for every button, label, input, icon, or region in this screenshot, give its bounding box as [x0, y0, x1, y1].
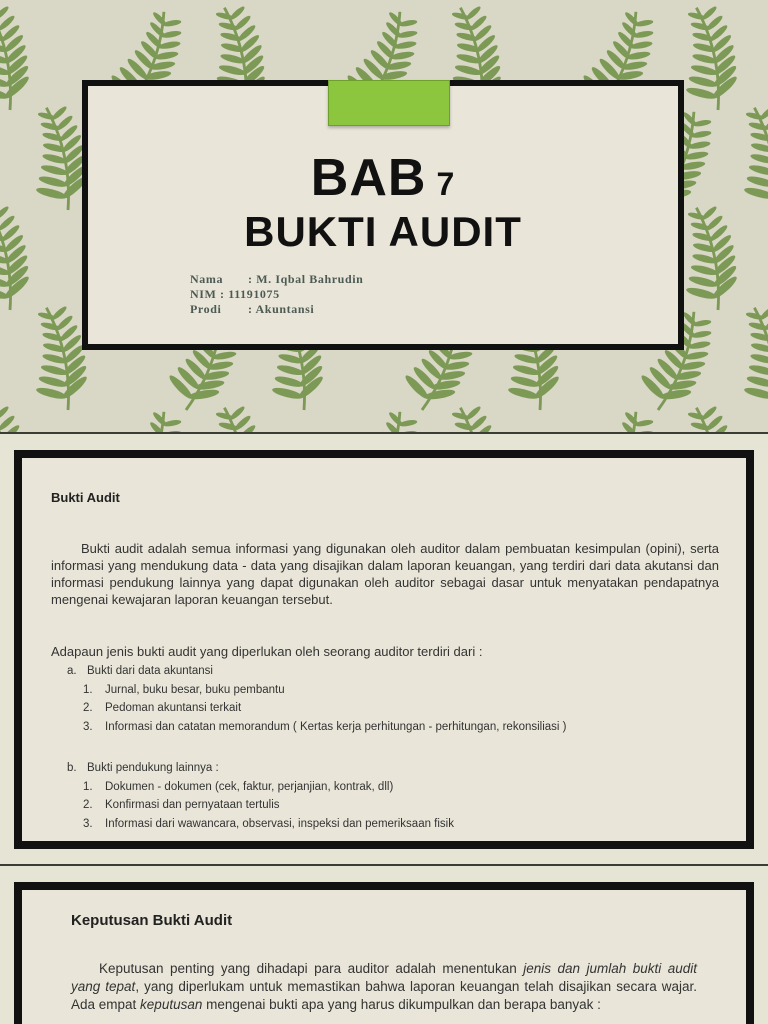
list-title: Bukti pendukung lainnya :: [87, 762, 219, 774]
list-letter: a.: [67, 665, 77, 677]
section-heading: Bukti Audit: [51, 490, 120, 505]
keputusan-slide: [0, 866, 768, 1024]
list-item: 3. Informasi dan catatan memorandum ( Kertas kerja perhitungan - perhitungan, rekonsiliasi ): [83, 720, 567, 733]
paragraph-text: , yang diperlukam untuk memastikan bahwa laporan keuangan telah disajikan secara wajar. Ada empat: [71, 979, 697, 1012]
list-group-a-title: [67, 662, 567, 681]
bukti-audit-slide: [0, 434, 768, 864]
nim-line: NIM : 11191075: [190, 287, 280, 301]
list-item: 2. Konfirmasi dan pernyataan tertulis: [83, 799, 280, 811]
green-accent-tab: [328, 80, 450, 126]
list-item-text: Jurnal, buku besar, buku pembantu: [105, 683, 285, 696]
list-item-text: Dokumen - dokumen (cek, faktur, perjanjian, kontrak, dll): [105, 780, 394, 793]
nim-row: [190, 287, 363, 302]
content-card: [14, 450, 754, 849]
name-row: [190, 272, 363, 287]
list-item-text: Informasi dan catatan memorandum ( Kertas kerja perhitungan - perhitungan, rekonsiliasi ): [105, 720, 567, 733]
list-item: 1. Jurnal, buku besar, buku pembantu: [83, 683, 285, 696]
prodi-value: : Akuntansi: [248, 302, 315, 316]
name-value: : M. Iqbal Bahrudin: [248, 272, 364, 286]
prodi-label: Prodi: [190, 302, 222, 316]
paragraph-emphasis: keputusan: [140, 997, 203, 1012]
chapter-title: [88, 148, 678, 208]
decision-paragraph: [71, 960, 697, 1014]
chapter-number: 7: [436, 166, 456, 202]
list-group-b-title: [67, 759, 454, 778]
name-label: Nama: [190, 272, 224, 286]
list-title: Bukti dari data akuntansi: [87, 665, 213, 677]
paragraph-text: mengenai bukti apa yang harus dikumpulkan dan berapa banyak :: [202, 997, 601, 1012]
list-letter: b.: [67, 762, 77, 774]
list-item-text: Informasi dari wawancara, observasi, inspeksi dan pemeriksaan fisik: [105, 817, 454, 830]
list-group-b: [67, 759, 454, 833]
definition-paragraph: Bukti audit adalah semua informasi yang digunakan oleh auditor dalam pembuatan kesimpulan (opini), serta informasi yang mendukung data - data yang disajikan dalam laporan keuangan, yang terdiri dari data akutansi dan informasi pendukung lainnya yang dapat digunakan oleh auditor sebagai dasar untuk menyatakan pendapatnya mengenai kewajaran laporan keuangan tersebut.: [51, 541, 719, 607]
paragraph-emphasis: jenis dan jumlah bukti audit yang tepat: [71, 961, 697, 994]
title-card: [82, 80, 684, 350]
title-slide: [0, 0, 768, 432]
chapter-label: BAB: [310, 149, 427, 207]
chapter-subtitle: BUKTI AUDIT: [244, 208, 522, 255]
author-info: [190, 272, 363, 317]
list-item-text: Konfirmasi dan pernyataan tertulis: [105, 799, 280, 811]
content-card: [14, 882, 754, 1024]
list-group-a: [67, 662, 567, 736]
prodi-row: [190, 302, 363, 317]
list-item: 1. Dokumen - dokumen (cek, faktur, perjanjian, kontrak, dll): [83, 780, 394, 793]
section-heading: Keputusan Bukti Audit: [71, 912, 233, 929]
types-intro: Adapaun jenis bukti audit yang diperlukan oleh seorang auditor terdiri dari :: [51, 644, 483, 659]
list-item: 2. Pedoman akuntansi terkait: [83, 702, 242, 714]
paragraph-text: Keputusan penting yang dihadapi para auditor adalah menentukan: [99, 961, 524, 976]
list-item-text: Pedoman akuntansi terkait: [105, 702, 242, 714]
list-item: 3. Informasi dari wawancara, observasi, inspeksi dan pemeriksaan fisik: [83, 817, 454, 830]
